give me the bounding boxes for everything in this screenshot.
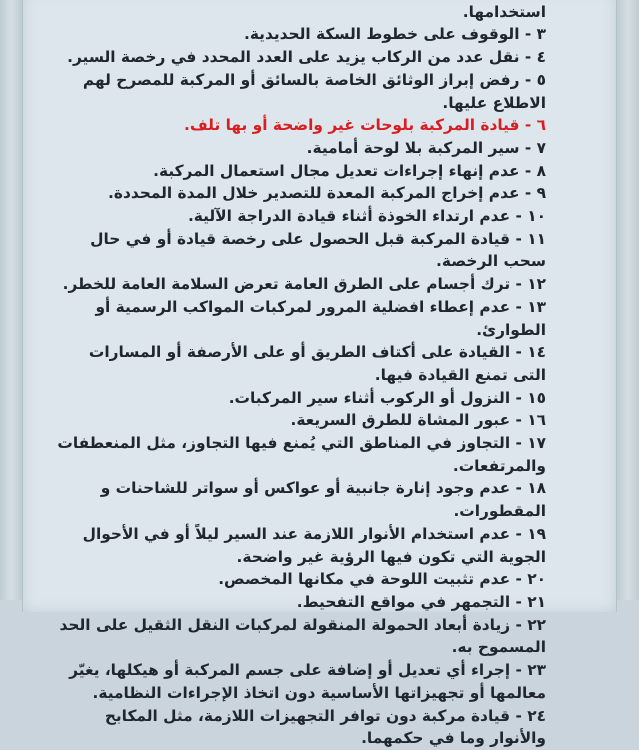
list-item: ٥ - رفض إبراز الوثائق الخاصة بالسائق أو المركبة للمصرح لهم الاطلاع عليها. [82,70,546,112]
list-item: ٢٤ - قيادة مركبة دون توافر التجهيزات اللازمة، مثل المكابح والأنوار وما في حكمهما. [104,706,546,748]
list-item: ٤ - نقل عدد من الركاب يزيد على العدد المحدد في رخصة السير. [67,48,546,67]
list-item: ١٠ - عدم ارتداء الخوذة أثناء قيادة الدراجة الآلية. [187,207,546,226]
list-item: ٧ - سير المركبة بلا لوحة أمامية. [306,138,546,157]
list-item: ٢٣ - إجراء أي تعديل أو إضافة على جسم المركبة أو هيكلها، يغيّر معالمها أو تجهيزاتها الأساسية دون اتخاذ الإجراءات النظامية. [69,661,546,702]
list-item: ١٧ - التجاوز في المناطق التي يُمنع فيها التجاوز، مثل المنعطفات والمرتفعات. [57,434,546,475]
right-edge-shadow [617,0,639,600]
left-edge-shadow [0,0,22,600]
document-card [22,0,617,748]
list-item: ١٢ - ترك أجسام على الطرق العامة تعرض السلامة العامة للخطر. [62,275,546,294]
list-item: ١٣ - عدم إعطاء افضلية المرور لمركبات المواكب الرسمية أو الطوارئ. [95,297,546,339]
list-item: ٨ - عدم إنهاء إجراءات تعديل مجال استعمال المركبة. [153,161,546,180]
list-item: ١٩ - عدم استخدام الأنوار اللازمة عند السير ليلاً أو في الأحوال الجوية التي تكون فيها الرؤية غير واضحة. [82,524,546,566]
list-item: استخدامها. [462,2,546,21]
list-item: ٢٢ - زيادة أبعاد الحمولة المنقولة لمركبات النقل الثقيل على الحد المسموح به. [59,615,546,657]
highlighted-list-item: ٦ - قيادة المركبة بلوحات غير واضحة أو بها تلف. [183,116,546,135]
list-item: ١٨ - عدم وجود إنارة جانبية أو عواكس أو سواتر للشاحنات و المقطورات. [100,479,546,521]
violations-list [55,0,546,750]
list-item: ٣ - الوقوف على خطوط السكة الحديدية. [243,25,546,44]
list-item: ١٦ - عبور المشاة للطرق السريعة. [290,411,546,430]
list-item: ٢١ - التجمهر في مواقع التفحيط. [296,592,546,611]
list-item: ١١ - قيادة المركبة قبل الحصول على رخصة قيادة أو في حال سحب الرخصة. [90,229,546,271]
list-item: ٢٠ - عدم تثبيت اللوحة في مكانها المخصص. [218,570,546,589]
list-item: ١٥ - النزول أو الركوب أثناء سير المركبات. [228,388,546,407]
list-item: ١٤ - القيادة على أكتاف الطريق أو على الأرصفة أو المسارات التى تمنع القيادة فيها. [88,343,546,384]
list-item: ٩ - عدم إخراج المركبة المعدة للتصدير خلال المدة المحددة. [108,184,546,203]
